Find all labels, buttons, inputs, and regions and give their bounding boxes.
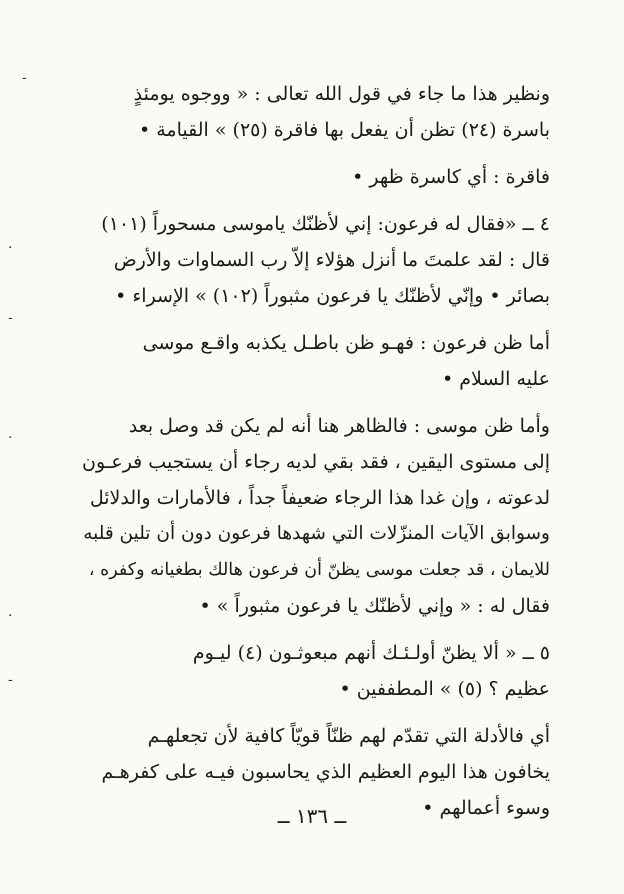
scan-speck: -: [8, 672, 13, 688]
scan-speck: -: [8, 310, 13, 326]
text-line: عليه السلام •: [442, 368, 550, 390]
paragraph: [80, 206, 550, 314]
text-line: وسوء أعمالهم •: [422, 797, 550, 819]
text-line: للايمان ، قد جعلت موسى يظنّ أن فرعون هالك بطغيانه وكفره ،: [88, 560, 550, 580]
text-line: أما ظن فرعون : فهـو ظن باطـل يكذبه واقـع موسى: [142, 332, 550, 354]
scan-speck: ·: [8, 240, 13, 256]
text-line: عظيم ؟ (٥) » المطففين •: [339, 678, 550, 700]
text-line: وأما ظن موسى : فالظاهر هنا أنه لم يكن قد وصل بعد: [128, 415, 550, 437]
text-line: ٥ ــ « ألا يظنّ أولـئـك أنهم مبعوثـون (٤) ليـوم: [192, 642, 550, 664]
paragraph: [80, 159, 550, 195]
text-line: لدعوته ، وإن غدا هذا الرجاء ضعيفاً جداً ، فالأمارات والدلائل: [89, 487, 550, 509]
text-line: فاقرة : أي كاسرة ظهر •: [352, 166, 550, 188]
page-number: ــ ١٣٦ ــ: [277, 804, 347, 828]
text-line: ٤ ــ «فقال له فرعون: إني لأظنّك ياموسى مسحوراً (١٠١): [101, 213, 550, 235]
text-line: ونظير هذا ما جاء في قول الله تعالى : « ووجوه يومئذٍ: [133, 83, 550, 105]
page-body: [80, 76, 550, 837]
scan-speck: -: [22, 70, 27, 86]
text-line: قال : لقد علمتَ ما أنزل هؤلاء إلاّ رب السماوات والأرض: [113, 249, 550, 271]
text-line: باسرة (٢٤) تظن أن يفعل بها فاقرة (٢٥) » القيامة •: [139, 119, 550, 141]
paragraph: [80, 635, 550, 707]
text-line: بصائر • وإنّي لأظنّك يا فرعون مثبوراً (١٠٢) » الإسراء •: [115, 285, 550, 307]
scan-speck: ·: [8, 608, 13, 624]
text-line: أي فالأدلة التي تقدّم لهم ظنّاً قويّاً كافية لأن تجعلهـم: [147, 725, 550, 747]
text-line: فقال له : « وإني لأظنّك يا فرعون مثبوراً » •: [199, 595, 550, 617]
paragraph: [80, 325, 550, 397]
scan-speck: ·: [8, 430, 13, 446]
text-line: يخافون هذا اليوم العظيم الذي يحاسبون فيـه على كفرهـم: [101, 761, 550, 783]
paragraph: [80, 408, 550, 624]
text-line: وسوابق الآيات المنزّلات التي شهدها فرعون دون أن تلين قلبه: [83, 523, 550, 544]
paragraph: [80, 76, 550, 148]
text-line: إلى مستوى اليقين ، فقد بقي لديه رجاء أن يستجيب فرعـون: [82, 451, 550, 473]
